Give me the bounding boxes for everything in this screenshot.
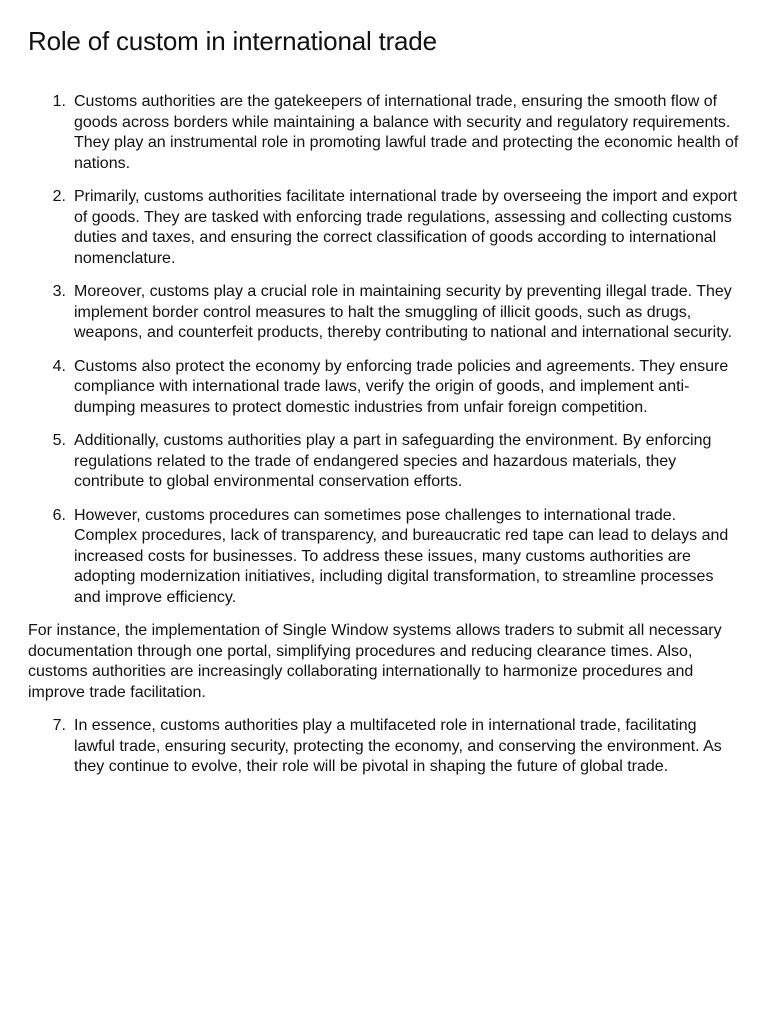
numbered-list-main [28, 92, 740, 608]
page-title: Role of custom in international trade [28, 26, 437, 56]
list-item-number: 6. [52, 506, 66, 524]
list-item-text: Customs also protect the economy by enforcing trade policies and agreements. They ensure compliance with international trade laws, verify the origin of goods, and implement anti-dumping measures to protect domestic industries from unfair foreign competition. [74, 357, 729, 416]
list-item-text: Primarily, customs authorities facilitate international trade by overseeing the import and export of goods. They are tasked with enforcing trade regulations, assessing and collecting customs duties and taxes, and ensuring the correct classification of goods according to international nomenclature. [74, 188, 738, 267]
list-item-number: 7. [52, 717, 66, 734]
list-item [28, 92, 740, 174]
list-item [28, 506, 740, 609]
list-item [28, 187, 740, 269]
list-item-number: 1. [52, 93, 66, 110]
list-item-text: Moreover, customs play a crucial role in maintaining security by preventing illegal trade. They implement border control measures to halt the smuggling of illicit goods, such as drugs, weapons, and counterfeit products, thereby contributing to national and international security. [74, 283, 732, 341]
list-item-text: However, customs procedures can sometimes pose challenges to international trade. Complex procedures, lack of transparency, and bureaucratic red tape can lead to delays and increased costs for businesses. To address these issues, many customs authorities are adopting modernization initiatives, including digital transformation, to streamline processes and improve efficiency. [74, 506, 729, 606]
list-item-text: Additionally, customs authorities play a part in safeguarding the environment. By enforcing regulations related to the trade of endangered species and hazardous materials, they contribute to global environmental conservation efforts. [74, 432, 712, 490]
list-item-text: In essence, customs authorities play a multifaceted role in international trade, facilitating lawful trade, ensuring security, protecting the economy, and conserving the environment. As they continue to evolve, their role will be pivotal in shaping the future of global trade. [74, 717, 722, 775]
list-item-text: Customs authorities are the gatekeepers of international trade, ensuring the smooth flow of goods across borders while maintaining a balance with security and regulatory requirements. They play an instrumental role in promoting lawful trade and protecting the economic health of nations. [74, 93, 739, 172]
list-item-number: 3. [52, 283, 66, 300]
list-item-number: 5. [52, 432, 66, 449]
list-item-number: 2. [52, 188, 66, 205]
numbered-list-conclusion [28, 716, 740, 778]
list-item [28, 357, 740, 419]
list-item [28, 431, 740, 493]
list-item [28, 716, 740, 778]
list-item-number: 4. [52, 357, 66, 375]
list-item [28, 282, 740, 344]
body-paragraph: For instance, the implementation of Single Window systems allows traders to submit all necessary documentation through one portal, simplifying procedures and reducing clearance times. Also, customs authorities are increasingly collaborating internationally to harmonize procedures and improve trade facilitation. [28, 622, 722, 701]
